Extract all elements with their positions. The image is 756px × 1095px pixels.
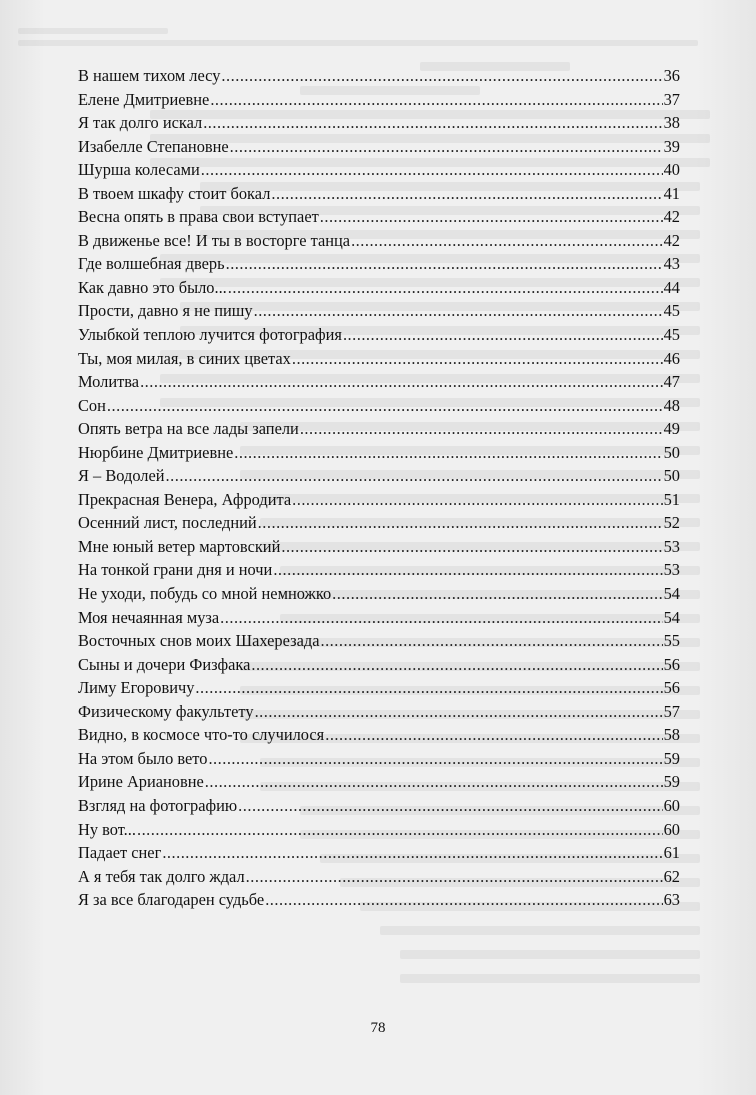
toc-entry xyxy=(78,511,680,535)
toc-page: 49 xyxy=(663,419,680,439)
toc-entry xyxy=(78,111,680,135)
toc-page: 39 xyxy=(663,136,680,156)
toc-entry xyxy=(78,606,680,630)
toc-entry xyxy=(78,158,680,182)
toc-dot-leader xyxy=(246,865,663,889)
toc-entry xyxy=(78,417,680,441)
toc-title: Физическому факультету xyxy=(78,701,254,721)
toc-entry xyxy=(78,276,680,300)
toc-entry xyxy=(78,299,680,323)
toc-entry xyxy=(78,205,680,229)
toc-title: Восточных снов моих Шахерезада xyxy=(78,631,320,651)
toc-title: Ты, моя милая, в синих цветах xyxy=(78,348,291,368)
toc-title: Опять ветра на все лады запели xyxy=(78,419,299,439)
toc-dot-leader xyxy=(230,135,663,159)
toc-dot-leader xyxy=(271,182,662,206)
toc-dot-leader xyxy=(332,582,662,606)
toc-title: Прекрасная Венера, Афродита xyxy=(78,489,292,509)
toc-dot-leader xyxy=(226,252,663,276)
toc-entry xyxy=(78,464,680,488)
toc-page: 50 xyxy=(663,466,680,486)
toc-entry xyxy=(78,818,680,842)
table-of-contents xyxy=(78,64,680,912)
toc-page: 41 xyxy=(663,183,680,203)
toc-entry xyxy=(78,347,680,371)
toc-page: 38 xyxy=(663,113,680,133)
toc-title: Весна опять в права свои вступает xyxy=(78,207,319,227)
toc-entry xyxy=(78,182,680,206)
toc-entry xyxy=(78,723,680,747)
toc-title: В движенье все! И ты в восторге танца xyxy=(78,230,351,250)
toc-dot-leader xyxy=(320,629,662,653)
toc-entry xyxy=(78,794,680,818)
toc-entry xyxy=(78,394,680,418)
toc-page: 52 xyxy=(663,513,680,533)
toc-entry xyxy=(78,229,680,253)
toc-page: 46 xyxy=(663,348,680,368)
toc-page: 63 xyxy=(663,890,680,910)
toc-entry xyxy=(78,558,680,582)
toc-dot-leader xyxy=(234,441,662,465)
toc-title: Молитва xyxy=(78,372,140,392)
toc-dot-leader xyxy=(343,323,663,347)
toc-title: Где волшебная дверь xyxy=(78,254,225,274)
toc-dot-leader xyxy=(238,794,662,818)
toc-entry xyxy=(78,770,680,794)
toc-dot-leader xyxy=(351,229,663,253)
toc-entry xyxy=(78,888,680,912)
toc-title: Моя нечаянная муза xyxy=(78,607,220,627)
toc-page: 53 xyxy=(663,560,680,580)
toc-dot-leader xyxy=(220,606,662,630)
toc-title: На этом было вето xyxy=(78,748,208,768)
toc-page: 42 xyxy=(663,230,680,250)
toc-title: Я так долго искал xyxy=(78,113,203,133)
toc-page: 60 xyxy=(663,819,680,839)
toc-title: Лиму Егоровичу xyxy=(78,678,195,698)
toc-entry xyxy=(78,582,680,606)
toc-page: 53 xyxy=(663,536,680,556)
toc-page: 40 xyxy=(663,160,680,180)
page-number: 78 xyxy=(370,1020,386,1036)
toc-dot-leader xyxy=(292,347,663,371)
toc-title: А я тебя так долго ждал xyxy=(78,866,245,886)
toc-page: 61 xyxy=(663,843,680,863)
toc-dot-leader xyxy=(162,841,662,865)
toc-dot-leader xyxy=(166,464,663,488)
toc-page: 50 xyxy=(663,442,680,462)
toc-entry xyxy=(78,629,680,653)
toc-entry xyxy=(78,441,680,465)
toc-page: 62 xyxy=(663,866,680,886)
toc-entry xyxy=(78,700,680,724)
toc-page: 51 xyxy=(663,489,680,509)
toc-title: Как давно это было... xyxy=(78,277,227,297)
toc-dot-leader xyxy=(195,676,662,700)
toc-page: 45 xyxy=(663,325,680,345)
toc-page: 59 xyxy=(663,772,680,792)
toc-dot-leader xyxy=(251,653,662,677)
toc-page: 43 xyxy=(663,254,680,274)
toc-dot-leader xyxy=(254,299,663,323)
toc-title: Ирине Ариановне xyxy=(78,772,204,792)
toc-dot-leader xyxy=(203,111,662,135)
toc-dot-leader xyxy=(205,770,663,794)
toc-dot-leader xyxy=(273,558,662,582)
toc-entry xyxy=(78,535,680,559)
toc-dot-leader xyxy=(300,417,663,441)
toc-dot-leader xyxy=(255,700,663,724)
toc-entry xyxy=(78,64,680,88)
toc-title: В твоем шкафу стоит бокал xyxy=(78,183,271,203)
toc-title: Нюрбине Дмитриевне xyxy=(78,442,234,462)
toc-page: 60 xyxy=(663,795,680,815)
toc-title: Сон xyxy=(78,395,106,415)
toc-entry xyxy=(78,865,680,889)
toc-page: 59 xyxy=(663,748,680,768)
toc-entry xyxy=(78,252,680,276)
toc-dot-leader xyxy=(137,818,663,842)
toc-entry xyxy=(78,135,680,159)
toc-entry xyxy=(78,841,680,865)
toc-dot-leader xyxy=(107,394,663,418)
toc-entry xyxy=(78,676,680,700)
toc-page: 47 xyxy=(663,372,680,392)
toc-entry xyxy=(78,88,680,112)
toc-dot-leader xyxy=(265,888,662,912)
toc-title: Сыны и дочери Физфака xyxy=(78,654,251,674)
toc-entry xyxy=(78,370,680,394)
toc-page: 45 xyxy=(663,301,680,321)
toc-page: 55 xyxy=(663,631,680,651)
toc-title: Осенний лист, последний xyxy=(78,513,257,533)
toc-title: Прости, давно я не пишу xyxy=(78,301,253,321)
toc-title: Шурша колесами xyxy=(78,160,200,180)
toc-title: Видно, в космосе что-то случилося xyxy=(78,725,325,745)
toc-dot-leader xyxy=(325,723,662,747)
toc-page: 37 xyxy=(663,89,680,109)
toc-dot-leader xyxy=(201,158,663,182)
toc-entry xyxy=(78,323,680,347)
toc-dot-leader xyxy=(210,88,662,112)
toc-dot-leader xyxy=(140,370,663,394)
toc-page: 42 xyxy=(663,207,680,227)
toc-page: 48 xyxy=(663,395,680,415)
toc-title: Падает снег xyxy=(78,843,162,863)
toc-dot-leader xyxy=(281,535,662,559)
toc-dot-leader xyxy=(228,276,663,300)
toc-page: 54 xyxy=(663,607,680,627)
toc-title: Изабелле Степановне xyxy=(78,136,229,156)
toc-title: В нашем тихом лесу xyxy=(78,66,221,85)
toc-dot-leader xyxy=(320,205,663,229)
toc-dot-leader xyxy=(258,511,663,535)
toc-title: Я за все благодарен судьбе xyxy=(78,890,265,910)
toc-page: 54 xyxy=(663,584,680,604)
toc-entry xyxy=(78,488,680,512)
toc-page: 58 xyxy=(663,725,680,745)
toc-dot-leader xyxy=(221,64,662,88)
toc-title: Елене Дмитриевне xyxy=(78,89,210,109)
toc-title: Я – Водолей xyxy=(78,466,165,486)
toc-title: Взгляд на фотографию xyxy=(78,795,238,815)
toc-entry xyxy=(78,747,680,771)
toc-page: 44 xyxy=(663,277,680,297)
toc-dot-leader xyxy=(208,747,662,771)
toc-title: Мне юный ветер мартовский xyxy=(78,536,281,556)
toc-page: 56 xyxy=(663,678,680,698)
toc-page: 36 xyxy=(663,66,680,85)
toc-title: Не уходи, побудь со мной немножко xyxy=(78,584,332,604)
toc-page: 57 xyxy=(663,701,680,721)
toc-dot-leader xyxy=(292,488,662,512)
toc-title: Ну вот... xyxy=(78,819,136,839)
toc-entry xyxy=(78,653,680,677)
toc-title: На тонкой грани дня и ночи xyxy=(78,560,273,580)
toc-title: Улыбкой теплою лучится фотография xyxy=(78,325,342,345)
toc-page: 56 xyxy=(663,654,680,674)
